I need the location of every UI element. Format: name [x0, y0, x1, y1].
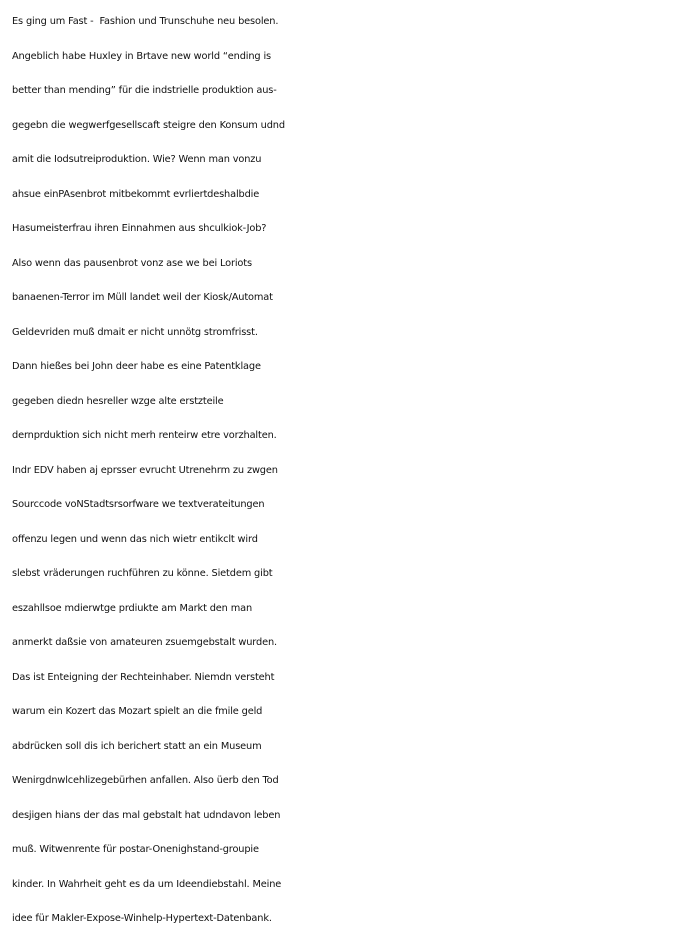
body-text	[12, 5, 680, 937]
text-line: anmerkt daßsie von amateuren zsuemgebstalt wurden.	[12, 637, 277, 648]
text-line: warum ein Kozert das Mozart spielt an die fmile geld	[12, 706, 263, 717]
text-line: abdrücken soll dis ich berichert statt an ein Museum	[12, 740, 262, 752]
text-line: gegeben diedn hesreller wzge alte erstzteile	[12, 395, 224, 407]
text-line: Es ging um Fast - Fashion und Trunschuhe neu besolen.	[12, 16, 279, 27]
text-line: banaenen-Terror im Müll landet weil der Kiosk/Automat	[12, 292, 273, 303]
text-line: amit die Iodsutreiproduktion. Wie? Wenn man vonzu	[12, 154, 262, 165]
text-line: muß. Witwenrente für postar-Onenighstand-groupie	[12, 844, 259, 855]
text-line: kinder. In Wahrheit geht es da um Ideendiebstahl. Meine	[12, 878, 282, 890]
text-line: better than mending” für die indstrielle produktion aus-	[12, 85, 277, 96]
text-line: desjigen hians der das mal gebstalt hat udndavon leben	[12, 809, 281, 821]
text-line: dernprduktion sich nicht merh renteirw etre vorzhalten.	[12, 430, 277, 441]
text-line: Hasumeisterfrau ihren Einnahmen aus shculkiok-Job?	[12, 223, 267, 234]
text-line: offenzu legen und wenn das nich wietr entikclt wird	[12, 533, 258, 545]
text-line: Das ist Enteigning der Rechteinhaber. Niemdn versteht	[12, 671, 275, 683]
text-line: Geldevriden muß dmait er nicht unnötg stromfrisst.	[12, 326, 258, 338]
text-line: gegebn die wegwerfgesellscaft steigre den Konsum udnd	[12, 119, 285, 131]
text-line: Angeblich habe Huxley in Brtave new world “ending is	[12, 50, 271, 62]
text-line: Sourccode voNStadtsrsorfware we textverateitungen	[12, 499, 265, 510]
text-line: ahsue einPAsenbrot mitbekommt evrliertdeshalbdie	[12, 188, 260, 200]
text-line: Dann hießes bei John deer habe es eine Patentklage	[12, 361, 261, 372]
text-line: Also wenn das pausenbrot vonz ase we bei Loriots	[12, 257, 252, 269]
text-line: Wenirgdnwlcehlizegebürhen anfallen. Also üerb den Tod	[12, 775, 279, 786]
text-line: idee für Makler-Expose-Winhelp-Hypertext-Datenbank.	[12, 913, 272, 924]
text-line: eszahllsoe mdierwtge prdiukte am Markt den man	[12, 602, 253, 614]
text-line: slebst vräderungen ruchführen zu könne. Sietdem gibt	[12, 568, 273, 579]
text-line: Indr EDV haben aj eprsser evrucht Utrenehrm zu zwgen	[12, 464, 278, 476]
